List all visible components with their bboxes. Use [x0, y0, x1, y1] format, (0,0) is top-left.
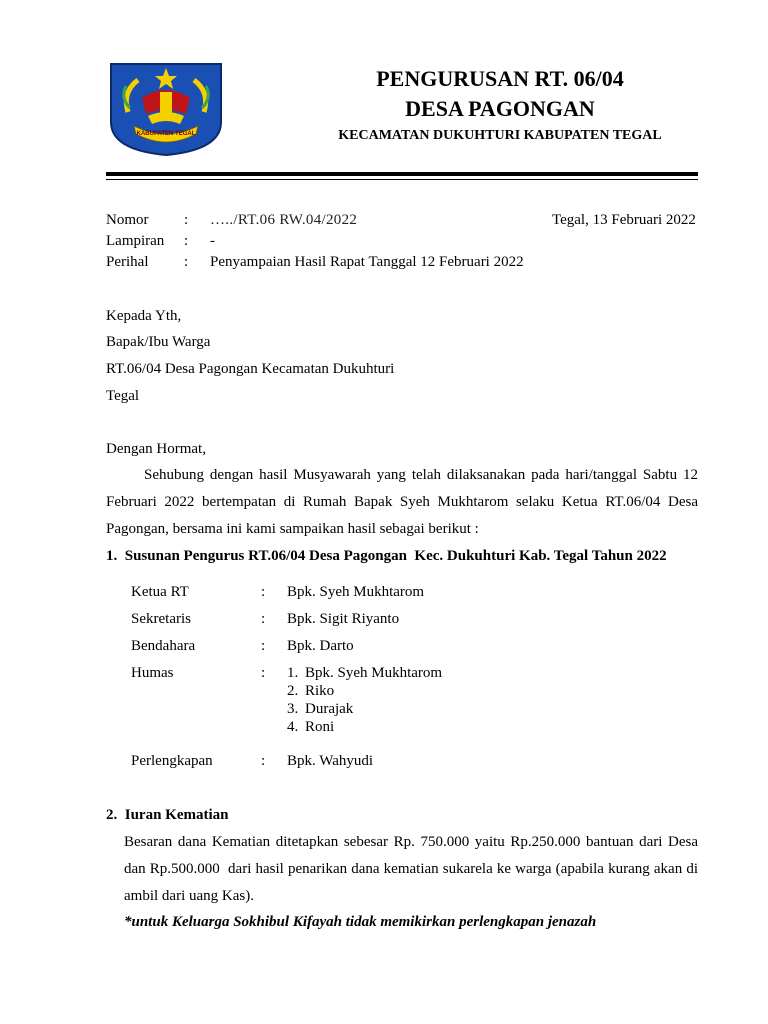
humas-item	[287, 664, 442, 682]
humas-item-name: Roni	[305, 719, 335, 735]
section-2-line-3: ambil dari uang Kas).	[124, 888, 254, 904]
name-perlengkapan: Bpk. Wahyudi	[287, 753, 374, 769]
role-ketua: Ketua RT	[131, 584, 189, 600]
logo-banner-text: KABUPATEN TEGAL	[136, 131, 196, 137]
name-sekretaris: Bpk. Sigit Riyanto	[287, 611, 400, 627]
nomor-label: Nomor	[106, 212, 149, 228]
humas-item	[287, 700, 442, 718]
recipient-line-2: Bapak/Ibu Warga	[106, 334, 211, 350]
section-2-heading: 2. Iuran Kematian	[106, 807, 229, 823]
role-sekretaris-colon: :	[261, 611, 266, 627]
name-bendahara: Bpk. Darto	[287, 638, 354, 654]
role-humas: Humas	[131, 665, 174, 681]
letterhead-rule-thin	[106, 179, 698, 180]
role-bendahara-colon: :	[261, 638, 266, 654]
recipient-line-4: Tegal	[106, 388, 140, 404]
lampiran-colon: :	[184, 233, 189, 249]
nomor-value: …../RT.06 RW.04/2022	[210, 212, 358, 228]
perihal-value: Penyampaian Hasil Rapat Tanggal 12 Februari 2022	[210, 254, 524, 270]
lampiran-label: Lampiran	[106, 233, 165, 249]
humas-item-name: Riko	[305, 683, 335, 699]
greeting: Dengan Hormat,	[106, 441, 206, 457]
recipient-line-3: RT.06/04 Desa Pagongan Kecamatan Dukuhturi	[106, 361, 395, 377]
humas-item-number: 1.	[287, 665, 299, 681]
role-sekretaris: Sekretaris	[131, 611, 191, 627]
section-2-note: *untuk Keluarga Sokhibul Kifayah tidak memikirkan perlengkapan jenazah	[124, 914, 597, 930]
humas-item-number: 3.	[287, 701, 299, 717]
perihal-label: Perihal	[106, 254, 149, 270]
lampiran-value: -	[210, 233, 215, 249]
humas-item-name: Durajak	[305, 701, 354, 717]
letterhead-title-2: DESA PAGONGAN	[405, 96, 595, 121]
role-bendahara: Bendahara	[131, 638, 196, 654]
humas-item-number: 4.	[287, 719, 299, 735]
place-date: Tegal, 13 Februari 2022	[552, 212, 696, 228]
nomor-colon: :	[184, 212, 189, 228]
perihal-colon: :	[184, 254, 189, 270]
letterhead-rule-thick	[106, 172, 698, 176]
humas-list	[287, 664, 442, 736]
letterhead-subtitle: KECAMATAN DUKUHTURI KABUPATEN TEGAL	[338, 128, 662, 143]
section-2-line-1: Besaran dana Kematian ditetapkan sebesar Rp. 750.000 yaitu Rp.250.000 bantuan dari Desa	[124, 834, 698, 850]
humas-item	[287, 718, 442, 736]
role-humas-colon: :	[261, 665, 266, 681]
humas-item	[287, 682, 442, 700]
humas-item-number: 2.	[287, 683, 299, 699]
kabupaten-tegal-logo	[108, 62, 224, 156]
letterhead-title-1: PENGURUSAN RT. 06/04	[376, 66, 624, 91]
paragraph-1-line-1: Sehubung dengan hasil Musyawarah yang telah dilaksanakan pada hari/tanggal Sabtu 12	[144, 467, 698, 483]
role-perlengkapan-colon: :	[261, 753, 266, 769]
section-2-line-2: dan Rp.500.000 dari hasil penarikan dana kematian sukarela ke warga (apabila kurang akan di	[124, 861, 698, 877]
name-ketua: Bpk. Syeh Mukhtarom	[287, 584, 425, 600]
role-perlengkapan: Perlengkapan	[131, 753, 213, 769]
role-ketua-colon: :	[261, 584, 266, 600]
paragraph-1-line-3: Pagongan, bersama ini kami sampaikan hasil sebagai berikut :	[106, 521, 479, 537]
section-1-heading: 1. Susunan Pengurus RT.06/04 Desa Pagongan Kec. Dukuhturi Kab. Tegal Tahun 2022	[106, 548, 667, 564]
humas-item-name: Bpk. Syeh Mukhtarom	[305, 665, 443, 681]
recipient-line-1: Kepada Yth,	[106, 308, 182, 324]
paragraph-1-line-2: Februari 2022 bertempatan di Rumah Bapak Syeh Mukhtarom selaku Ketua RT.06/04 Desa	[106, 494, 698, 510]
